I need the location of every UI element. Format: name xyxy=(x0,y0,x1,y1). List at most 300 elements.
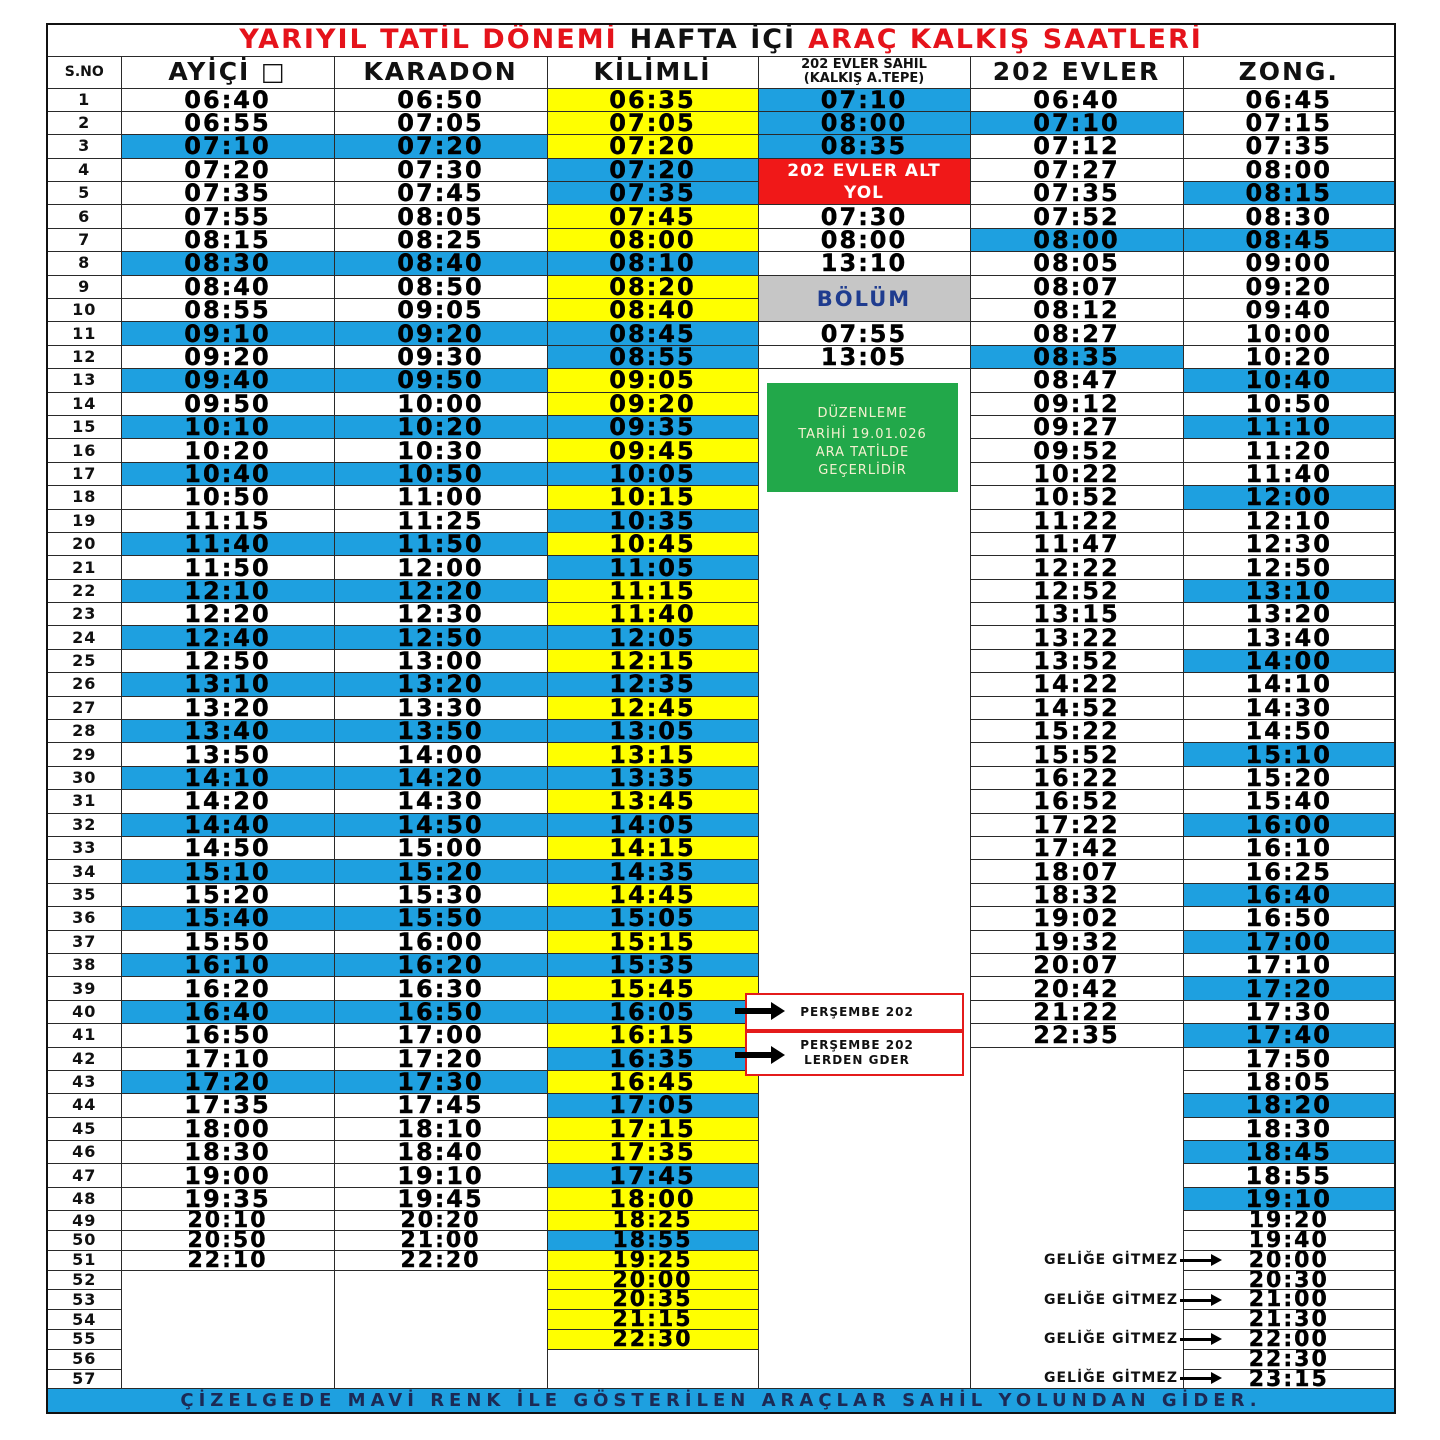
kilimli-time-cell: 09:45 xyxy=(547,439,758,462)
kilimli-time-cell: 11:40 xyxy=(547,603,758,626)
evler-time-cell: 07:52 xyxy=(970,205,1183,228)
ayici-time-cell: 18:30 xyxy=(121,1141,334,1164)
row-number-cell: 15 xyxy=(47,415,121,438)
row-number-cell: 37 xyxy=(47,930,121,953)
zong-time-cell: 10:40 xyxy=(1183,369,1395,392)
evler-time-cell: 19:32 xyxy=(970,930,1183,953)
row-number-cell: 2 xyxy=(47,111,121,134)
ayici-time-cell: 06:40 xyxy=(121,88,334,111)
kilimli-time-cell: 14:05 xyxy=(547,813,758,836)
sahil-time-cell: 07:30 xyxy=(758,205,970,228)
table-row xyxy=(47,88,1395,111)
right-arrow-icon xyxy=(1180,1377,1212,1380)
evler-time-cell: 09:12 xyxy=(970,392,1183,415)
kilimli-time-cell: 09:20 xyxy=(547,392,758,415)
zong-time-cell: 14:50 xyxy=(1183,720,1395,743)
table-row xyxy=(47,837,1395,860)
kilimli-time-cell: 07:45 xyxy=(547,205,758,228)
row-number-cell: 57 xyxy=(47,1369,121,1389)
karadon-time-cell: 11:50 xyxy=(334,532,547,555)
row-number-cell: 52 xyxy=(47,1270,121,1290)
table-row xyxy=(47,883,1395,906)
persembe-note-2-text xyxy=(787,1038,927,1068)
zong-time-cell: 07:35 xyxy=(1183,135,1395,158)
gelige-gitmez-note: GELİĞE GİTMEZ xyxy=(1043,1252,1178,1268)
persembe-note-1-text: PERŞEMBE 202 xyxy=(800,1005,914,1019)
table-row xyxy=(47,766,1395,789)
row-number-cell: 21 xyxy=(47,556,121,579)
karadon-time-cell: 07:30 xyxy=(334,158,547,181)
header-row xyxy=(47,56,1395,88)
karadon-time-cell: 12:30 xyxy=(334,603,547,626)
kilimli-time-cell: 15:15 xyxy=(547,930,758,953)
ayici-time-cell: 15:50 xyxy=(121,930,334,953)
row-number-cell: 5 xyxy=(47,182,121,205)
table-row xyxy=(47,1047,1395,1070)
kilimli-time-cell: 16:15 xyxy=(547,1024,758,1047)
table-row xyxy=(47,579,1395,602)
karadon-time-cell: 10:20 xyxy=(334,415,547,438)
table-row xyxy=(47,369,1395,392)
zong-time-cell: 10:20 xyxy=(1183,345,1395,368)
row-number-cell: 1 xyxy=(47,88,121,111)
ayici-time-cell: 09:40 xyxy=(121,369,334,392)
table-row xyxy=(47,135,1395,158)
header-sahil xyxy=(758,56,970,88)
kilimli-time-cell: 14:35 xyxy=(547,860,758,883)
zong-time-cell: 10:50 xyxy=(1183,392,1395,415)
zong-time-cell: 17:00 xyxy=(1183,930,1395,953)
kilimli-time-cell: 07:20 xyxy=(547,135,758,158)
kilimli-time-cell: 10:15 xyxy=(547,486,758,509)
ayici-time-cell: 07:35 xyxy=(121,182,334,205)
kilimli-time-cell: 12:35 xyxy=(547,673,758,696)
evler-time-cell: 12:52 xyxy=(970,579,1183,602)
karadon-time-cell: 06:50 xyxy=(334,88,547,111)
zong-time-cell: 08:30 xyxy=(1183,205,1395,228)
zong-time-cell: 11:40 xyxy=(1183,462,1395,485)
table-row xyxy=(47,813,1395,836)
karadon-time-cell: 19:10 xyxy=(334,1164,547,1187)
karadon-time-cell: 20:20 xyxy=(334,1211,547,1231)
row-number-cell: 46 xyxy=(47,1141,121,1164)
table-row xyxy=(47,953,1395,976)
zong-time-cell: 21:30 xyxy=(1183,1310,1395,1330)
row-number-cell: 26 xyxy=(47,673,121,696)
karadon-time-cell: 10:00 xyxy=(334,392,547,415)
karadon-time-cell: 14:20 xyxy=(334,766,547,789)
zong-time-cell: 17:10 xyxy=(1183,953,1395,976)
zong-time-cell: 18:05 xyxy=(1183,1070,1395,1093)
row-number-cell: 50 xyxy=(47,1231,121,1251)
karadon-time-cell: 15:30 xyxy=(334,883,547,906)
evler-time-cell: 10:22 xyxy=(970,462,1183,485)
row-number-cell: 27 xyxy=(47,696,121,719)
kilimli-time-cell: 12:45 xyxy=(547,696,758,719)
zong-time-cell: 16:40 xyxy=(1183,883,1395,906)
kilimli-time-cell: 17:35 xyxy=(547,1141,758,1164)
zong-time-cell: 16:50 xyxy=(1183,907,1395,930)
kilimli-time-cell: 08:55 xyxy=(547,345,758,368)
sahil-time-cell: 08:35 xyxy=(758,135,970,158)
karadon-time-cell: 17:00 xyxy=(334,1024,547,1047)
zong-time-cell: 22:30 xyxy=(1183,1349,1395,1369)
ayici-time-cell: 11:40 xyxy=(121,532,334,555)
zong-time-cell: 21:00 xyxy=(1183,1290,1395,1310)
ayici-time-cell: 14:40 xyxy=(121,813,334,836)
row-number-cell: 18 xyxy=(47,486,121,509)
karadon-time-cell: 12:20 xyxy=(334,579,547,602)
ayici-time-cell: 16:50 xyxy=(121,1024,334,1047)
kilimli-time-cell: 17:05 xyxy=(547,1094,758,1117)
karadon-time-cell: 17:20 xyxy=(334,1047,547,1070)
kilimli-time-cell: 08:40 xyxy=(547,299,758,322)
ayici-time-cell: 06:55 xyxy=(121,111,334,134)
table-row xyxy=(47,532,1395,555)
kilimli-time-cell: 20:00 xyxy=(547,1270,758,1290)
karadon-time-cell: 07:05 xyxy=(334,111,547,134)
row-number-cell: 35 xyxy=(47,883,121,906)
row-number-cell: 33 xyxy=(47,837,121,860)
table-row xyxy=(47,158,1395,181)
sahil-time-cell: 07:55 xyxy=(758,322,970,345)
ayici-time-cell: 20:50 xyxy=(121,1231,334,1251)
evler-time-cell: 10:52 xyxy=(970,486,1183,509)
karadon-time-cell: 18:10 xyxy=(334,1117,547,1140)
table-row xyxy=(47,1094,1395,1117)
zong-time-cell: 08:45 xyxy=(1183,228,1395,251)
kilimli-time-cell: 18:25 xyxy=(547,1211,758,1231)
zong-time-cell: 19:20 xyxy=(1183,1211,1395,1231)
evler-time-cell: 07:35 xyxy=(970,182,1183,205)
zong-time-cell: 20:30 xyxy=(1183,1270,1395,1290)
karadon-time-cell: 17:45 xyxy=(334,1094,547,1117)
karadon-time-cell: 14:30 xyxy=(334,790,547,813)
kilimli-time-cell: 07:05 xyxy=(547,111,758,134)
table-row xyxy=(47,228,1395,251)
evler-time-cell: 08:27 xyxy=(970,322,1183,345)
ayici-time-cell: 11:50 xyxy=(121,556,334,579)
row-number-cell: 38 xyxy=(47,953,121,976)
karadon-time-cell: 08:50 xyxy=(334,275,547,298)
row-number-cell: 41 xyxy=(47,1024,121,1047)
row-number-cell: 4 xyxy=(47,158,121,181)
karadon-time-cell: 17:30 xyxy=(334,1070,547,1093)
zong-time-cell: 15:40 xyxy=(1183,790,1395,813)
kilimli-time-cell: 08:10 xyxy=(547,252,758,275)
karadon-time-cell: 09:05 xyxy=(334,299,547,322)
evler-time-cell: 14:52 xyxy=(970,696,1183,719)
evler-time-cell: 09:27 xyxy=(970,415,1183,438)
row-number-cell: 25 xyxy=(47,649,121,672)
row-number-cell: 20 xyxy=(47,532,121,555)
row-number-cell: 10 xyxy=(47,299,121,322)
ayici-time-cell: 13:10 xyxy=(121,673,334,696)
row-number-cell: 30 xyxy=(47,766,121,789)
kilimli-time-cell: 10:35 xyxy=(547,509,758,532)
evler-time-cell: 07:10 xyxy=(970,111,1183,134)
table-row xyxy=(47,1164,1395,1187)
evler-time-cell: 08:07 xyxy=(970,275,1183,298)
table-row xyxy=(47,1187,1395,1210)
kilimli-time-cell: 13:35 xyxy=(547,766,758,789)
ayici-time-cell: 07:10 xyxy=(121,135,334,158)
header-kilimli: KİLİMLİ xyxy=(547,56,758,88)
karadon-time-cell: 22:20 xyxy=(334,1250,547,1270)
zong-time-cell: 09:20 xyxy=(1183,275,1395,298)
kilimli-time-cell: 07:35 xyxy=(547,182,758,205)
zong-time-cell: 17:20 xyxy=(1183,977,1395,1000)
ayici-time-cell: 10:20 xyxy=(121,439,334,462)
table-row xyxy=(47,603,1395,626)
zong-time-cell: 17:30 xyxy=(1183,1000,1395,1023)
row-number-cell: 51 xyxy=(47,1250,121,1270)
kilimli-time-cell: 08:20 xyxy=(547,275,758,298)
ayici-time-cell: 13:20 xyxy=(121,696,334,719)
karadon-time-cell: 15:20 xyxy=(334,860,547,883)
karadon-time-cell: 11:00 xyxy=(334,486,547,509)
row-number-cell: 48 xyxy=(47,1187,121,1210)
evler-time-cell: 11:47 xyxy=(970,532,1183,555)
table-row xyxy=(47,345,1395,368)
kilimli-time-cell: 16:05 xyxy=(547,1000,758,1023)
title-row xyxy=(47,24,1395,56)
poster-title xyxy=(47,24,1395,56)
evler-time-cell: 09:52 xyxy=(970,439,1183,462)
zong-time-cell: 08:15 xyxy=(1183,182,1395,205)
ayici-time-cell: 15:40 xyxy=(121,907,334,930)
ayici-time-cell: 19:35 xyxy=(121,1187,334,1210)
evler-time-cell: 13:15 xyxy=(970,603,1183,626)
table-row xyxy=(47,907,1395,930)
karadon-time-cell: 15:00 xyxy=(334,837,547,860)
evler-time-cell: 08:35 xyxy=(970,345,1183,368)
right-arrow-icon xyxy=(1180,1338,1212,1341)
karadon-time-cell: 07:20 xyxy=(334,135,547,158)
karadon-time-cell: 09:50 xyxy=(334,369,547,392)
title-part-3: ARAÇ KALKIŞ SAATLERİ xyxy=(808,24,1203,56)
table-row xyxy=(47,322,1395,345)
table-row xyxy=(47,1117,1395,1140)
kilimli-time-cell: 20:35 xyxy=(547,1290,758,1310)
table-row xyxy=(47,556,1395,579)
row-number-cell: 11 xyxy=(47,322,121,345)
right-arrow-icon xyxy=(735,1052,773,1058)
row-number-cell: 22 xyxy=(47,579,121,602)
table-row xyxy=(47,930,1395,953)
zong-time-cell: 20:00 xyxy=(1183,1250,1395,1270)
right-arrow-icon xyxy=(1180,1259,1212,1262)
table-row xyxy=(47,649,1395,672)
zong-time-cell: 18:55 xyxy=(1183,1164,1395,1187)
kilimli-time-cell: 16:35 xyxy=(547,1047,758,1070)
evler-time-cell: 20:07 xyxy=(970,953,1183,976)
table-row xyxy=(47,790,1395,813)
table-row xyxy=(47,626,1395,649)
table-row xyxy=(47,415,1395,438)
right-arrow-icon xyxy=(735,1008,773,1014)
table-row xyxy=(47,299,1395,322)
karadon-time-cell: 13:00 xyxy=(334,649,547,672)
ayici-time-cell: 09:50 xyxy=(121,392,334,415)
row-number-cell: 12 xyxy=(47,345,121,368)
row-number-cell: 28 xyxy=(47,720,121,743)
row-number-cell: 39 xyxy=(47,977,121,1000)
evler-time-cell: 18:32 xyxy=(970,883,1183,906)
karadon-time-cell: 08:40 xyxy=(334,252,547,275)
karadon-time-cell: 07:45 xyxy=(334,182,547,205)
kilimli-time-cell: 21:15 xyxy=(547,1310,758,1330)
row-number-cell: 24 xyxy=(47,626,121,649)
table-row xyxy=(47,1270,1395,1290)
sahil-time-cell: 13:05 xyxy=(758,345,970,368)
ayici-time-cell: 12:40 xyxy=(121,626,334,649)
evler-time-cell: 19:02 xyxy=(970,907,1183,930)
ayici-time-cell: 12:10 xyxy=(121,579,334,602)
zong-time-cell: 15:20 xyxy=(1183,766,1395,789)
evler-time-cell: 16:52 xyxy=(970,790,1183,813)
table-row xyxy=(47,743,1395,766)
row-number-cell: 47 xyxy=(47,1164,121,1187)
zong-time-cell: 08:00 xyxy=(1183,158,1395,181)
table-row xyxy=(47,1070,1395,1093)
karadon-time-cell: 10:50 xyxy=(334,462,547,485)
row-number-cell: 19 xyxy=(47,509,121,532)
evler-time-cell: 16:22 xyxy=(970,766,1183,789)
table-row xyxy=(47,392,1395,415)
title-part-1: YARIYIL TATİL DÖNEMİ xyxy=(239,24,618,56)
zong-time-cell: 22:00 xyxy=(1183,1330,1395,1350)
zong-time-cell: 23:15 xyxy=(1183,1369,1395,1389)
table-row xyxy=(47,720,1395,743)
ayici-time-cell: 10:50 xyxy=(121,486,334,509)
sahil-time-cell: 07:10 xyxy=(758,88,970,111)
edit-date-line: TARİHİ 19.01.026 xyxy=(798,427,927,442)
ayici-time-cell: 13:40 xyxy=(121,720,334,743)
ayici-time-cell: 07:20 xyxy=(121,158,334,181)
row-number-cell: 44 xyxy=(47,1094,121,1117)
table-row xyxy=(47,182,1395,205)
ayici-time-cell: 14:20 xyxy=(121,790,334,813)
ayici-time-cell: 19:00 xyxy=(121,1164,334,1187)
header-zong: ZONG. xyxy=(1183,56,1395,88)
ayici-time-cell: 14:10 xyxy=(121,766,334,789)
table-row xyxy=(47,1211,1395,1231)
table-row xyxy=(47,111,1395,134)
karadon-time-cell: 11:25 xyxy=(334,509,547,532)
row-number-cell: 23 xyxy=(47,603,121,626)
header-sahil-line-2: (KALKIŞ A.TEPE) xyxy=(803,71,925,86)
kilimli-time-cell: 14:45 xyxy=(547,883,758,906)
table-row xyxy=(47,462,1395,485)
footer-row xyxy=(47,1389,1395,1413)
karadon-time-cell: 13:20 xyxy=(334,673,547,696)
ayici-time-cell: 14:50 xyxy=(121,837,334,860)
evler-time-cell: 11:22 xyxy=(970,509,1183,532)
kilimli-time-cell: 11:05 xyxy=(547,556,758,579)
kilimli-time-cell: 11:15 xyxy=(547,579,758,602)
persembe-note-2-line: LERDEN GDER xyxy=(804,1053,910,1067)
table-row xyxy=(47,1231,1395,1251)
evler-time-cell: 17:22 xyxy=(970,813,1183,836)
evler-time-cell: 08:47 xyxy=(970,369,1183,392)
ayici-time-cell: 17:10 xyxy=(121,1047,334,1070)
header-sno: S.NO xyxy=(47,56,121,88)
header-karadon: KARADON xyxy=(334,56,547,88)
table-row xyxy=(47,1141,1395,1164)
zong-time-cell: 13:40 xyxy=(1183,626,1395,649)
row-number-cell: 40 xyxy=(47,1000,121,1023)
kilimli-time-cell: 12:15 xyxy=(547,649,758,672)
sahil-time-cell: 08:00 xyxy=(758,111,970,134)
kilimli-time-cell: 09:35 xyxy=(547,415,758,438)
kilimli-time-cell: 13:05 xyxy=(547,720,758,743)
row-number-cell: 9 xyxy=(47,275,121,298)
zong-time-cell: 18:20 xyxy=(1183,1094,1395,1117)
table-row xyxy=(47,860,1395,883)
evler-time-cell: 08:12 xyxy=(970,299,1183,322)
zong-time-cell: 13:10 xyxy=(1183,579,1395,602)
sahil-time-cell: 13:10 xyxy=(758,252,970,275)
persembe-note-2-line: PERŞEMBE 202 xyxy=(800,1038,914,1052)
karadon-time-cell: 09:20 xyxy=(334,322,547,345)
ayici-time-cell: 15:20 xyxy=(121,883,334,906)
sahil-time-cell: 08:00 xyxy=(758,228,970,251)
ayici-time-cell: 10:10 xyxy=(121,415,334,438)
table-row xyxy=(47,1000,1395,1023)
zong-time-cell: 19:10 xyxy=(1183,1187,1395,1210)
ayici-time-cell: 20:10 xyxy=(121,1211,334,1231)
label-line: 202 EVLER ALT xyxy=(787,160,941,181)
ayici-time-cell: 09:10 xyxy=(121,322,334,345)
evler-time-cell: 07:12 xyxy=(970,135,1183,158)
row-number-cell: 16 xyxy=(47,439,121,462)
row-number-cell: 31 xyxy=(47,790,121,813)
kilimli-time-cell: 17:45 xyxy=(547,1164,758,1187)
row-number-cell: 43 xyxy=(47,1070,121,1093)
evler-time-cell: 08:00 xyxy=(970,228,1183,251)
karadon-time-cell: 14:00 xyxy=(334,743,547,766)
evler-time-cell: 15:22 xyxy=(970,720,1183,743)
row-number-cell: 13 xyxy=(47,369,121,392)
evler-time-cell: 18:07 xyxy=(970,860,1183,883)
ayici-time-cell: 16:40 xyxy=(121,1000,334,1023)
kilimli-time-cell: 09:05 xyxy=(547,369,758,392)
row-number-cell: 6 xyxy=(47,205,121,228)
gelige-gitmez-note: GELİĞE GİTMEZ xyxy=(1043,1370,1178,1386)
ayici-time-cell: 08:40 xyxy=(121,275,334,298)
ayici-time-cell: 09:20 xyxy=(121,345,334,368)
row-number-cell: 8 xyxy=(47,252,121,275)
table-row xyxy=(47,696,1395,719)
kilimli-time-cell: 06:35 xyxy=(547,88,758,111)
kilimli-time-cell: 15:45 xyxy=(547,977,758,1000)
footer-note: ÇİZELGEDE MAVİ RENK İLE GÖSTERİLEN ARAÇLAR SAHİL YOLUNDAN GİDER. xyxy=(47,1389,1395,1413)
zong-time-cell: 09:40 xyxy=(1183,299,1395,322)
zong-time-cell: 12:50 xyxy=(1183,556,1395,579)
zong-time-cell: 14:10 xyxy=(1183,673,1395,696)
zong-time-cell: 14:00 xyxy=(1183,649,1395,672)
zong-time-cell: 18:45 xyxy=(1183,1141,1395,1164)
zong-time-cell: 19:40 xyxy=(1183,1231,1395,1251)
karadon-time-cell: 08:05 xyxy=(334,205,547,228)
zong-time-cell: 16:10 xyxy=(1183,837,1395,860)
row-number-cell: 54 xyxy=(47,1310,121,1330)
zong-time-cell: 09:00 xyxy=(1183,252,1395,275)
table-row xyxy=(47,275,1395,298)
schedule-table xyxy=(46,23,1396,1414)
karadon-time-cell: 10:30 xyxy=(334,439,547,462)
